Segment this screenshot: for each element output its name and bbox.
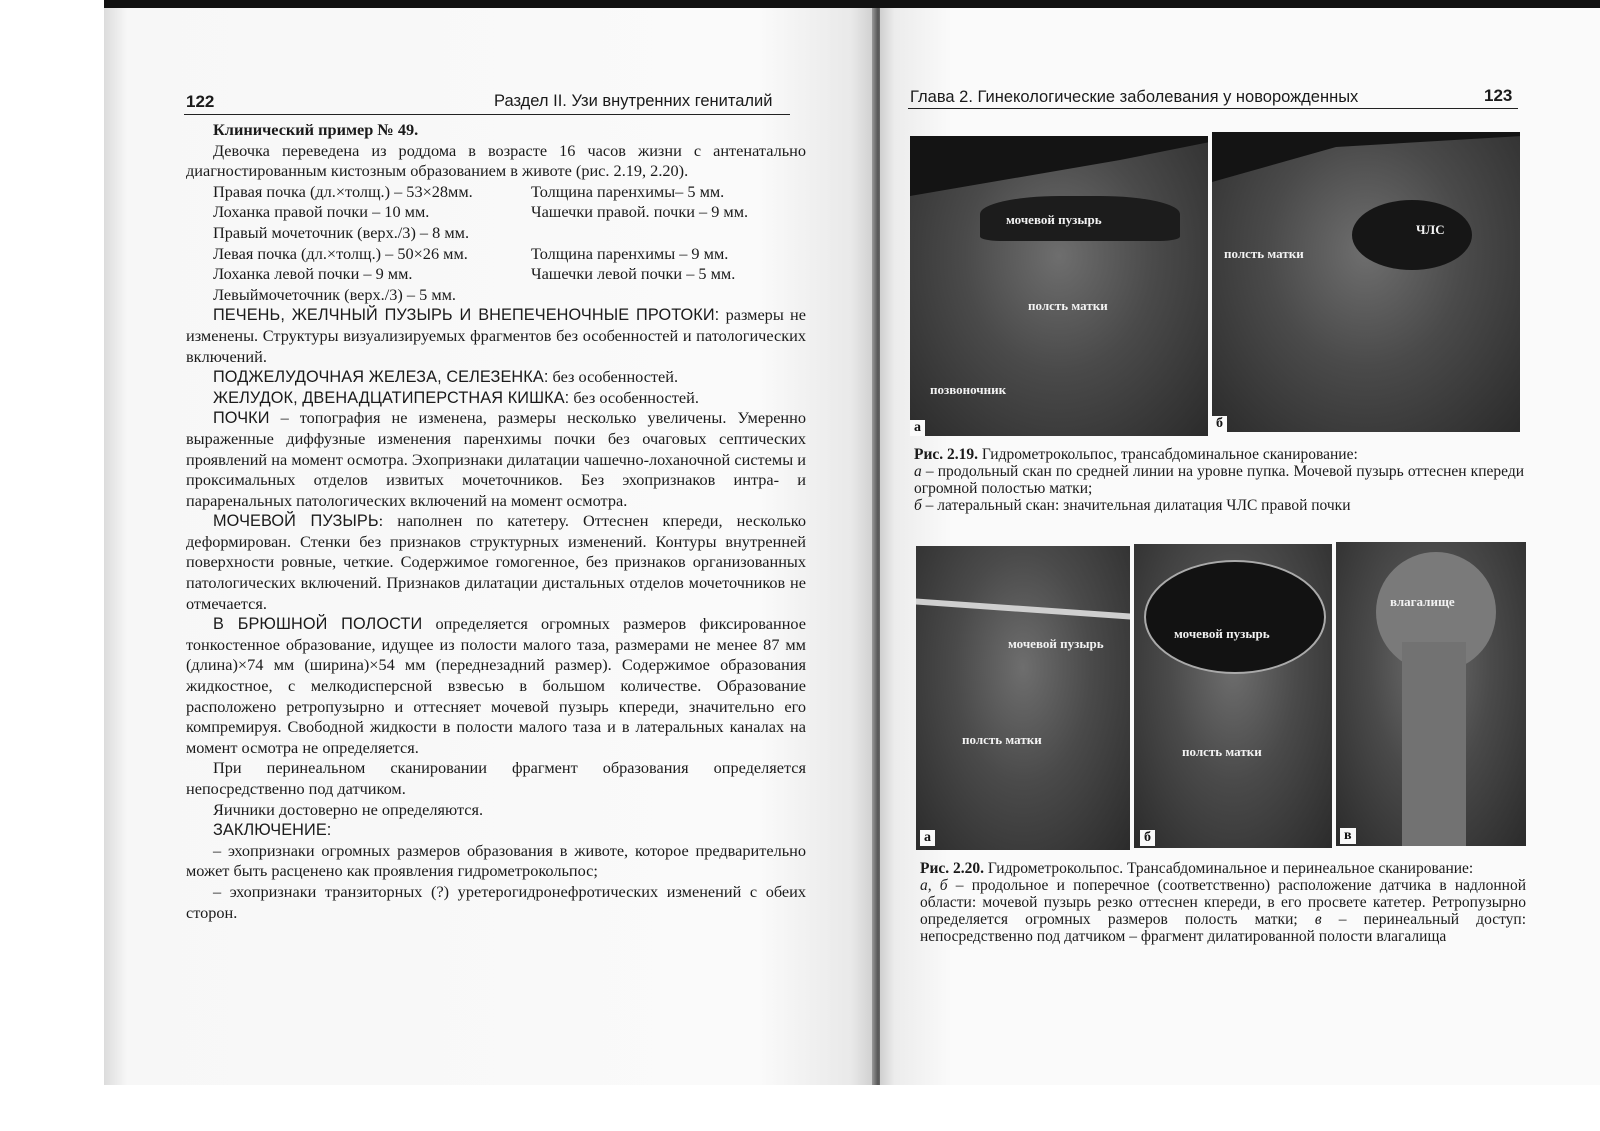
page-number-left: 122 [186, 92, 215, 111]
ultrasound-image-2-20-a [916, 546, 1130, 850]
conclusion-heading: ЗАКЛЮЧЕНИЕ: [213, 821, 332, 840]
header-rule-right [908, 108, 1518, 109]
vagina-label: влагалище [1390, 594, 1455, 609]
stomach-paragraph [186, 388, 806, 409]
pancreas-paragraph [186, 367, 806, 388]
section-text: размеры не изменены. Структуры визуализируемых фрагментов без особенностей и патологических включений. [186, 305, 806, 366]
bladder-label: мочевой пузырь [1006, 212, 1102, 227]
lab-cell: Чашечки левой почки – 5 мм. [531, 264, 736, 284]
ultrasound-image-2-20-b [1134, 544, 1332, 848]
section-heading: ПОДЖЕЛУДОЧНАЯ ЖЕЛЕЗА, СЕЛЕЗЕНКА: [213, 368, 549, 387]
caption-letter: а, б [920, 877, 948, 894]
figure-caption-2-20 [920, 860, 1526, 945]
perineal-paragraph: При перинеальном сканировании фрагмент образования определяется непосредственно под датчиком. [186, 758, 806, 798]
scan-sector-edge [910, 136, 1208, 196]
ovaries-paragraph: Яичники достоверно не определяются. [213, 799, 484, 819]
bladder-label: мочевой пузырь [1174, 626, 1270, 641]
panel-letter-b: б [1212, 416, 1227, 432]
conclusion-item: – эхопризнаки огромных размеров образования в животе, которое предварительно может быть расценено как проявления гидрометрокольпос; [186, 840, 806, 881]
chls-label: ЧЛС [1416, 222, 1445, 237]
section-text: без особенностей. [569, 387, 699, 407]
running-head-left: Раздел II. Узи внутренних гениталий [494, 92, 773, 110]
section-heading: В БРЮШНОЙ ПОЛОСТИ [213, 615, 423, 634]
panel-letter-v: в [1340, 828, 1356, 844]
lab-cell: Толщина паренхимы – 9 мм. [531, 243, 729, 263]
section-text: – топография не изменена, размеры несколько увеличены. Умеренно выраженные диффузные изменения паренхимы почки без очаговых септических проявлений на момент осмотра. Эхопризнаки дилатации чашечно-лоханочной системы и проксимальных отделов извитых мочеточников. Без эхопризнаков интра- и параренальных патологических включений на момент осмотра. [186, 408, 806, 510]
scan-sector-edge [1212, 132, 1520, 182]
section-text: без особенностей. [548, 367, 679, 387]
caption-label: Рис. 2.19. [914, 446, 979, 463]
catheter-echo [916, 599, 1130, 620]
lab-cell: Лоханка левой почки – 9 мм. [213, 264, 413, 284]
caption-label: Рис. 2.20. [920, 860, 985, 877]
lab-row [186, 223, 806, 244]
abdomen-paragraph [186, 614, 806, 758]
section-text: : наполнен по катетеру. Оттеснен кпереди, несколько деформирован. Стенки без признаков структурных изменений. Контуры внутренней поверхности ровные, четкие. Содержимое гомогенное, без признаков организованных патологических включений. Признаков дилатации дистальных отделов мочеточников не отмечается. [186, 511, 806, 613]
section-heading: ПЕЧЕНЬ, ЖЕЛЧНЫЙ ПУЗЫРЬ И ВНЕПЕЧЕНОЧНЫЕ ПРОТОКИ: [213, 306, 720, 325]
section-heading: МОЧЕВОЙ ПУЗЫРЬ [213, 512, 379, 531]
caption-letter: в [1314, 911, 1322, 928]
bladder-label: мочевой пузырь [1008, 636, 1104, 651]
lab-row [186, 202, 806, 223]
spine-label: позвоночник [930, 382, 1007, 397]
header-rule-left [184, 114, 790, 115]
conclusion-item: – эхопризнаки транзиторных (?) уретерогидронефротических изменений с обеих сторон. [186, 881, 806, 922]
body-text-left [186, 120, 806, 923]
uterus-label: полсть матки [1182, 744, 1262, 759]
caption-title: Гидрометрокольпос. Трансабдоминальное и перинеальное сканирование: [984, 860, 1474, 877]
lab-cell: Правый мочеточник (верх./3) – 8 мм. [213, 222, 470, 242]
caption-title: Гидрометрокольпос, трансабдоминальное сканирование: [978, 446, 1358, 463]
ultrasound-image-2-19-a [910, 136, 1208, 436]
liver-paragraph [186, 305, 806, 367]
page-number-right: 123 [1484, 86, 1513, 105]
lab-cell: Толщина паренхимы– 5 мм. [531, 181, 725, 201]
section-heading: ПОЧКИ [213, 409, 270, 428]
intro-paragraph: Девочка переведена из роддома в возрасте 16 часов жизни с антенатально диагностированным кистозным образованием в животе (рис. 2.19, 2.20). [186, 140, 806, 181]
ultrasound-image-2-20-v [1336, 542, 1526, 846]
bladder-lumen [1144, 560, 1326, 674]
caption-letter: б [914, 497, 922, 514]
uterus-label: полсть матки [962, 732, 1042, 747]
running-head-right: Глава 2. Гинекологические заболевания у новорожденных [910, 88, 1359, 106]
panel-letter-b: б [1140, 830, 1155, 846]
ultrasound-image-2-19-b [1212, 132, 1520, 432]
uterus-label: полсть матки [1224, 246, 1304, 261]
left-page [104, 8, 874, 1085]
chls-lumen [1352, 200, 1472, 270]
bladder-paragraph [186, 511, 806, 614]
section-heading: ЖЕЛУДОК, ДВЕНАДЦАТИПЕРСТНАЯ КИШКА: [213, 388, 570, 407]
example-title: Клинический пример № 49. [213, 120, 419, 139]
caption-text: – перинеальный доступ: непосредственно под датчиком – фрагмент дилатированной полости влагалища [920, 911, 1527, 945]
panel-letter-a: а [920, 830, 935, 846]
lab-cell: Левая почка (дл.×толщ.) – 50×26 мм. [213, 243, 468, 263]
lab-cell: Правая почка (дл.×толщ.) – 53×28мм. [213, 181, 473, 201]
kidneys-paragraph [186, 408, 806, 511]
uterus-label: полсть матки [1028, 298, 1108, 313]
figure-caption-2-19 [914, 446, 1524, 514]
lab-row [186, 285, 806, 306]
caption-text: – продольный скан по средней линии на уровне пупка. Мочевой пузырь оттеснен кпереди огромной полостью матки; [914, 463, 1524, 497]
right-page [880, 8, 1600, 1085]
vagina-lumen-echo [1402, 642, 1466, 846]
caption-text: – продольное и поперечное (соответственно) расположение датчика в надлонной области: мочевой пузырь резко оттеснен кпереди, в его просвете катетер. Ретропузырно определяется огромных размеров полость матки; [920, 877, 1527, 928]
lab-cell: Левыймочеточник (верх./3) – 5 мм. [213, 284, 456, 304]
lab-cell: Лоханка правой почки – 10 мм. [213, 202, 430, 222]
section-text: определяется огромных размеров фиксированное тонкостенное образование, идущее из полости малого таза, размерами не менее 87 мм (длина)×74 мм (ширина)×54 мм (переднезадний размер). Содержимое образования жидкостное, с мелкодисперсной взвесью в большом количестве. Образование расположено ретропузырно и оттесняет мочевой пузырь кпереди, значительно его компремируя. Свободной жидкости в полости малого таза и в латеральных каналах на момент осмотра не определяется. [186, 614, 806, 757]
panel-letter-a: а [910, 420, 925, 436]
lab-row [186, 264, 806, 285]
caption-letter: а [914, 463, 922, 480]
lab-row [186, 182, 806, 203]
lab-row [186, 244, 806, 265]
caption-text: – латеральный скан: значительная дилатация ЧЛС правой почки [921, 497, 1351, 514]
lab-cell: Чашечки правой. почки – 9 мм. [531, 202, 749, 222]
